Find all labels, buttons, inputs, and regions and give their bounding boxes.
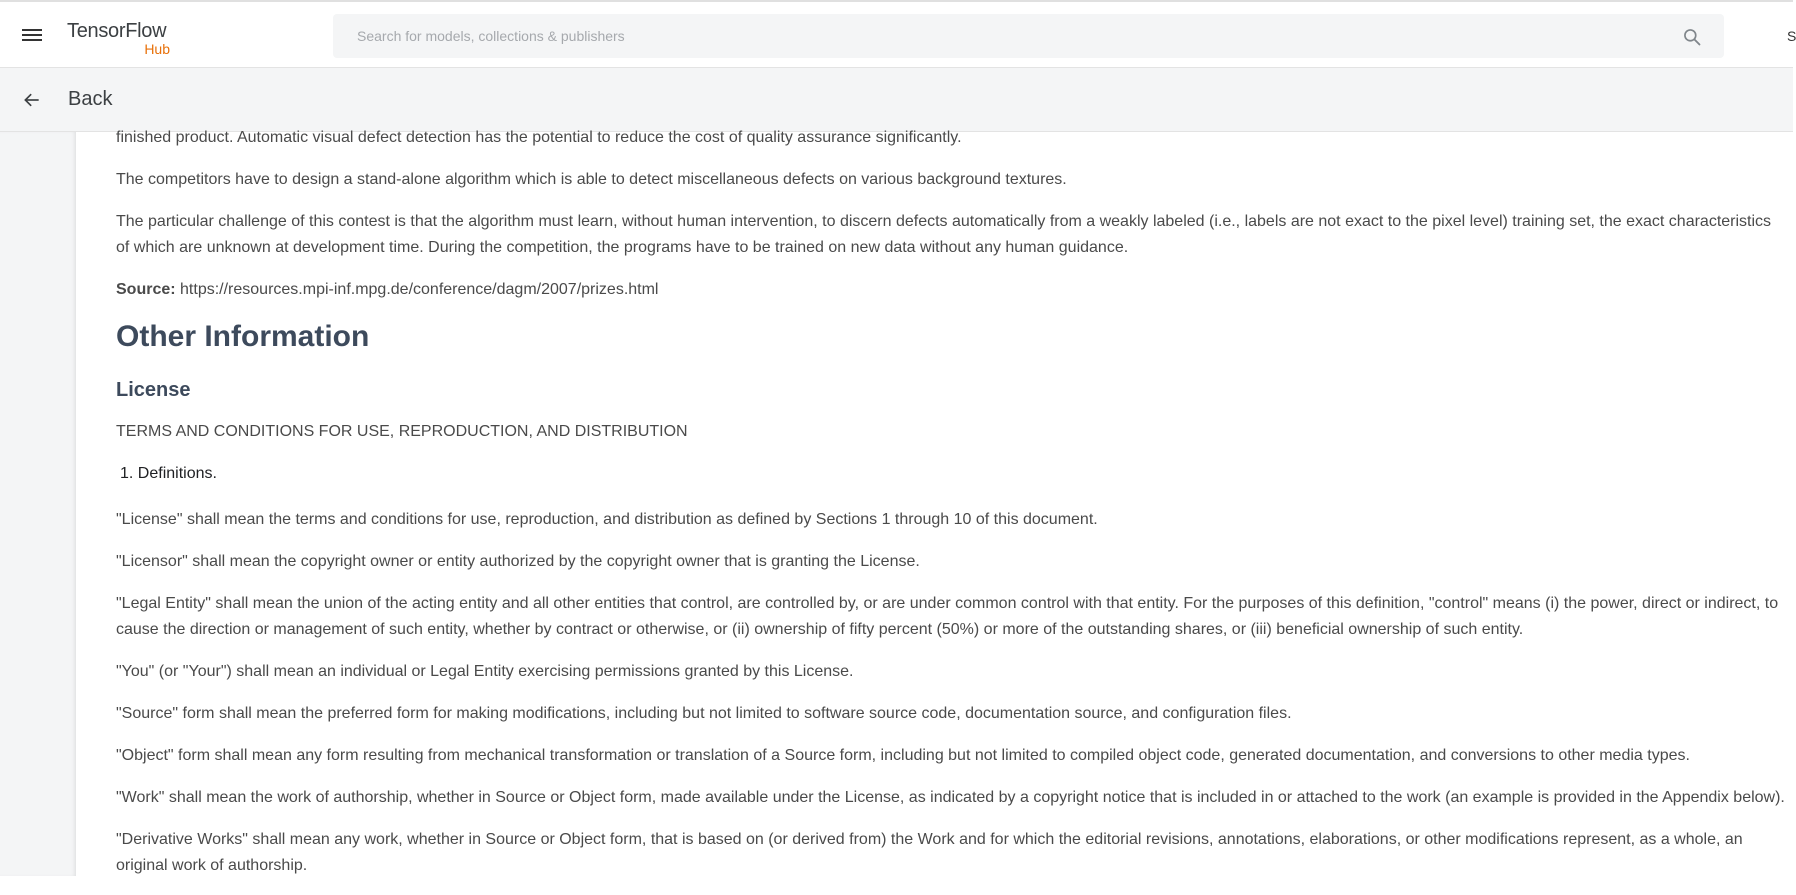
definitions-list-item	[116, 461, 1786, 487]
back-bar	[0, 67, 1793, 132]
definition-licensor: "Licensor" shall mean the copyright owner or entity authorized by the copyright owner that is granting the License.	[116, 553, 920, 570]
arrow-left-icon[interactable]	[22, 90, 42, 110]
definition-legal-entity: "Legal Entity" shall mean the union of the acting entity and all other entities that control, are controlled by, or are under common control with that entity. For the purposes of this definition, "control" means (i) the power, direct or indirect, to cause the direction or management of such entity, whether by contract or otherwise, or (ii) ownership of fifty percent (50%) or more of the outstanding shares, or (iii) beneficial ownership of such entity.	[116, 595, 1779, 638]
source-line	[116, 277, 1786, 303]
paragraph-competitors: The competitors have to design a stand-alone algorithm which is able to detect miscellaneous defects on various background textures.	[116, 171, 1067, 188]
article-body	[116, 125, 1786, 895]
back-button[interactable]: Back	[68, 88, 113, 110]
left-sidebar	[0, 132, 76, 876]
paragraph-intro-tail: finished product. Automatic visual defect detection has the potential to reduce the cost of quality assurance significantly.	[116, 129, 962, 146]
heading-other-information: Other Information	[116, 320, 370, 353]
logo-main-text: TensorFlow	[67, 20, 167, 42]
definition-you: "You" (or "Your") shall mean an individual or Legal Entity exercising permissions granted by this License.	[116, 663, 854, 680]
search-bar	[333, 14, 1724, 58]
main-content	[76, 129, 1793, 876]
definition-source: "Source" form shall mean the preferred form for making modifications, including but not limited to software source code, documentation source, and configuration files.	[116, 705, 1292, 722]
hamburger-menu-icon[interactable]	[20, 26, 44, 46]
search-input[interactable]	[357, 14, 1657, 58]
header-overflow-text[interactable]: S	[1787, 28, 1796, 44]
logo-sub-text: Hub	[144, 41, 170, 57]
license-terms-title: TERMS AND CONDITIONS FOR USE, REPRODUCTION, AND DISTRIBUTION	[116, 423, 688, 440]
search-icon[interactable]	[1682, 27, 1702, 47]
app-header	[0, 4, 1796, 67]
source-label: Source:	[116, 281, 176, 298]
definition-object: "Object" form shall mean any form resulting from mechanical transformation or translation of a Source form, including but not limited to compiled object code, generated documentation, and conversions to other media types.	[116, 747, 1690, 764]
definition-work: "Work" shall mean the work of authorship, whether in Source or Object form, made available under the License, as indicated by a copyright notice that is included in or attached to the work (an example is provided in the Appendix below).	[116, 789, 1785, 806]
definitions-label: Definitions.	[137, 465, 217, 482]
heading-license: License	[116, 379, 191, 401]
definition-license: "License" shall mean the terms and conditions for use, reproduction, and distribution as defined by Sections 1 through 10 of this document.	[116, 511, 1098, 528]
source-url: https://resources.mpi-inf.mpg.de/conference/dagm/2007/prizes.html	[180, 281, 659, 298]
list-number: 1.	[120, 465, 134, 482]
paragraph-challenge: The particular challenge of this contest is that the algorithm must learn, without human intervention, to discern defects automatically from a weakly labeled (i.e., labels are not exact to the pixel level) training set, the exact characteristics of which are unknown at development time. During the competition, the programs have to be trained on new data without any human guidance.	[116, 213, 1772, 256]
definition-derivative-works: "Derivative Works" shall mean any work, whether in Source or Object form, that is based on (or derived from) the Work and for which the editorial revisions, annotations, elaborations, or other modifications represent, as a whole, an original work of authorship.	[116, 831, 1743, 874]
tensorflow-hub-logo[interactable]	[67, 20, 187, 60]
